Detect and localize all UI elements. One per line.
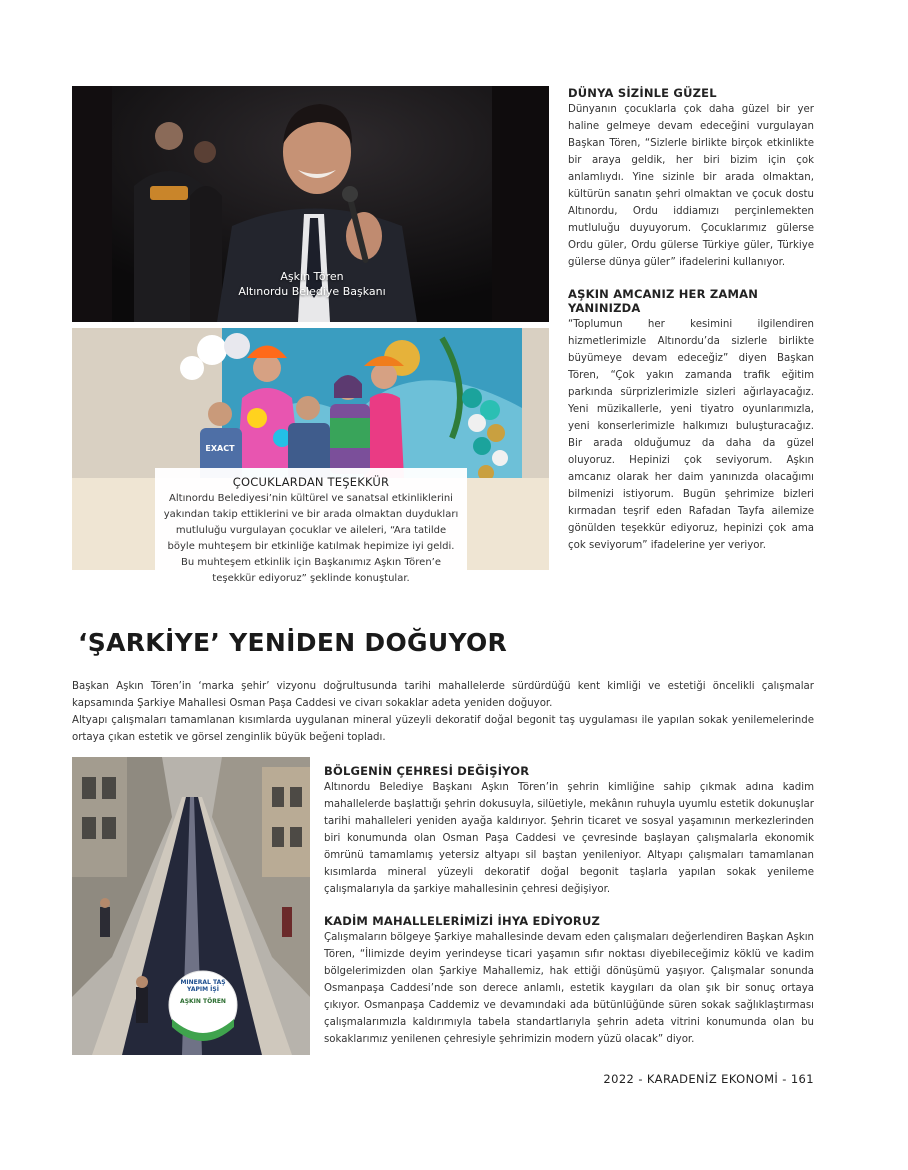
section-heading-askin: AŞKIN AMCANIZ HER ZAMAN YANINIZDA [568,287,759,315]
section-body-askin: “Toplumun her kesimini ilgilendiren hizmetlerimizle Altınordu’da sizlerle birlikte büyümeye devam edeceğiz” diyen Başkan Tören, “Çok yakın zamanda trafik eğitim parkında sürprizlerimizle sizleri ağırlayacağız. Yeni müzikallerle, yeni tiyatro oyunlarımızla, yeni konserlerimizle halkımızı buluşturacağız. Bir arada olduğumuz da daha da güzel oluyoruz. Hepinizi çok seviyorum. Aşkın amcanız olarak her daim yanınızda olacağımı bilmenizi istiyorum. Bugün şehrimize bizleri kırmadan teşrif eden Rafadan Tayfa ailemize gönülden teşekkür ediyoruz, hepinizi çok ama çok seviyorum” ifadelerine yer veriyor. [568,319,814,551]
section-heading-kadim: KADİM MAHALLELERİMİZİ İHYA EDİYORUZ [324,914,601,928]
lead-paragraph-1: Başkan Aşkın Tören’in ‘marka şehir’ vizyonu doğrultusunda tarihi mahallelerde sürdürdüğü kent kimliği ve estetiği öncelikli çalışmalar kapsamında Şarkiye Mahallesi Osman Paşa Caddesi ve civarı sokaklar adeta yeniden doğuyor. [72,681,814,709]
badge-line-2: YAPIM İŞİ [187,986,219,993]
section-body-bolge: Altınordu Belediye Başkanı Aşkın Tören’in şehrin kimliğine sahip çıkmak adına kadim mahallelerde başlattığı şehrin dokusuyla, silüetiyle, mekânın ruhuyla uyumlu estetik dokunuşlar tarihi mahalleleri yeniden ayağa kaldırıyor. Şehrin ticaret ve sosyal yaşamının merkezlerinden biri konumunda olan Osman Paşa Caddesi ve çevresinde başlayan çalışmalarla ekonomik ömrünü tamamlamış yetersiz altyapı sil baştan yenileniyor. Altyapı çalışmaları tamamlanan kısımlarda mineral yüzeyli dekoratif doğal begonit taşlarla yapılan sokak yenileme çalışmalarıyla da şarkiye mahallesinin çehresi değişiyor. [324,782,814,895]
article-title: ‘ŞARKİYE’ YENİDEN DOĞUYOR [78,628,508,657]
caption-name: Aşkın Tören [280,270,344,283]
badge-label [174,979,232,1005]
thanks-text: Altınordu Belediyesi’nin kültürel ve sanatsal etkinliklerini yakından takip ettiklerini ve bir arada olmaktan duydukları mutluluğu vurgulayan çocuklar ve aileleri, “Ara tatilde böyle muhteşem bir etkinliğe katılmak hepimize iyi geldi. Bu muhteşem etkinlik için Başkanımız Aşkın Tören’e teşekkür ediyoruz” şeklinde konuştular. [163,493,459,584]
section-heading-dunya: DÜNYA SİZİNLE GÜZEL [568,86,717,100]
lead-paragraph-2: Altyapı çalışmaları tamamlanan kısımlarda uygulanan mineral yüzeyli dekoratif doğal begonit taş uygulaması ile yapılan sokak yenilemelerinde ortaya çıkan estetik ve görsel zenginlik büyük beğeni topladı. [72,715,814,743]
thanks-box [155,468,467,608]
thanks-heading: ÇOCUKLARDAN TEŞEKKÜR [232,475,390,489]
article-body [324,764,814,1048]
mayor-caption [202,269,422,299]
badge-name: AŞKIN TÖREN [180,998,226,1005]
caption-title: Altınordu Belediye Başkanı [238,285,386,298]
shirt-print: EXACT [205,444,235,453]
section-body-dunya: Dünyanın çocuklarla çok daha güzel bir yer haline gelmeye devam edeceğini vurgulayan Başkan Tören, “Sizlerle birlikte birçok etkinlikte bir araya geldik, her biri bizim için çok anlamlıydı. Yine sizinle bir arada olmaktan, kültürün sanatın şehri olmaktan ve çocuk dostu Altınordu, Ordu iddiamızı perçinlemekten mutluluğu duyuyorum. Çocuklarımız gülerse Ordu güler, Ordu gülerse Türkiye güler, Türkiye gülerse dünya güler” ifadelerini kullanıyor. [568,104,814,268]
page-footer: 2022 - KARADENİZ EKONOMİ - 161 [603,1072,814,1086]
street-photo [72,757,310,1055]
mayor-photo [72,86,549,322]
section-body-kadim: Çalışmaların bölgeye Şarkiye mahallesinde devam eden çalışmaları değerlendiren Başkan Aşkın Tören, “İlimizde deyim yerindeyse ticari yaşamın sıfır noktası diyebileceğimiz köklü ve kadim bölgelerimizden olan Şarkiye Mahallemiz, hak ettiği dönüşümü yaşıyor. Çalışmalar sonunda Osmanpaşa Caddesi’nde son derece anlamlı, estetik kaygıları da olan şık bir sonuç ortaya çıkıyor. Osmanpaşa Caddemiz ve devamındaki ada bütünlüğünde süren sokak sağlıklaştırması çalışmalarımızla kaldırımıyla tabela standartlarıyla şehrin adeta vitrini konumunda olan bu sokaklarımız yenilenen çehresiyle şehrimizin modern yüzü olacak” diyor. [324,932,814,1045]
right-column [568,86,814,554]
section-heading-bolge: BÖLGENİN ÇEHRESİ DEĞİŞİYOR [324,764,530,778]
badge-line-1: MINERAL TAŞ [180,979,226,986]
article-lead [72,678,814,746]
